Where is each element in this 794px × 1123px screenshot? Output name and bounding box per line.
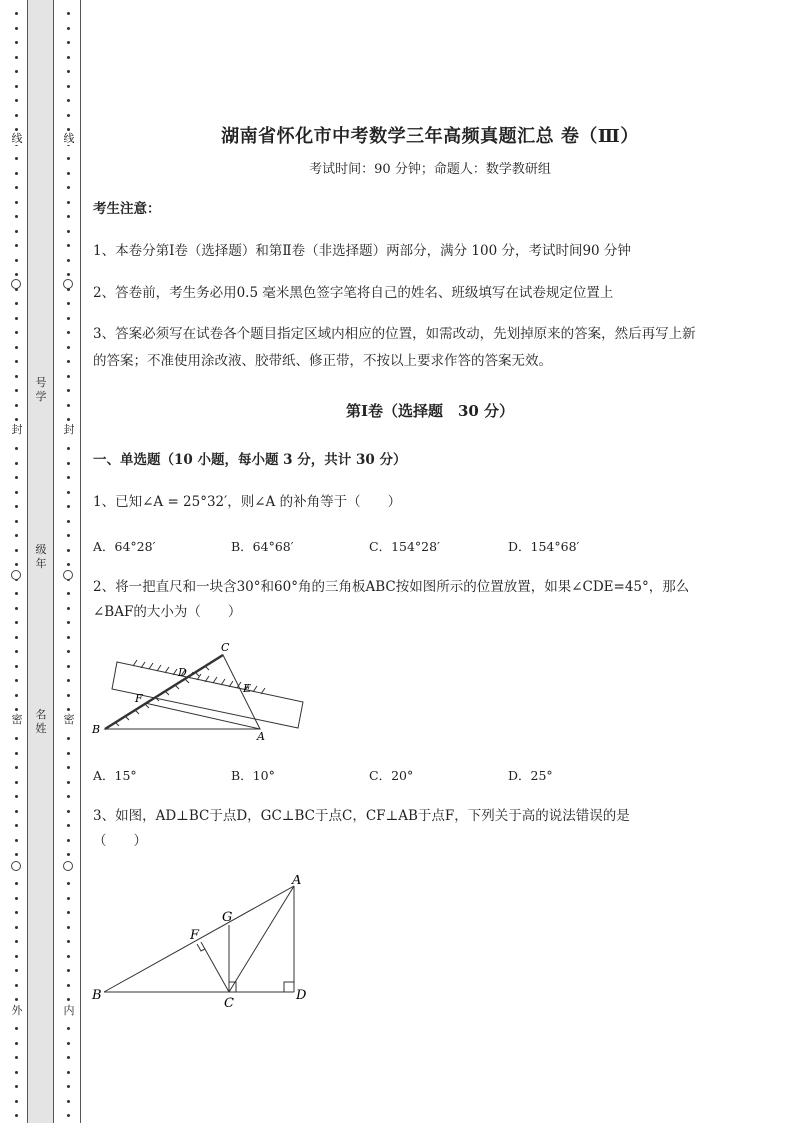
q3-stem-line-2: （ ）: [93, 833, 147, 849]
margin-dot: [67, 853, 70, 856]
q2-option-a: A．15°: [93, 768, 137, 783]
margin-dot: [67, 766, 70, 769]
label-b: B: [92, 723, 101, 736]
outer-ring: [11, 279, 21, 289]
margin-dot: [15, 853, 18, 856]
margin-dot: [67, 795, 70, 798]
margin-dot: [15, 621, 18, 624]
margin-dot: [67, 244, 70, 247]
margin-dot: [67, 911, 70, 914]
outer-mark-wai: 外: [11, 1004, 23, 1017]
margin-dot: [15, 1085, 18, 1088]
margin-dot: [67, 491, 70, 494]
margin-dot: [67, 737, 70, 740]
outer-ring: [11, 861, 21, 871]
inner-ring: [63, 279, 73, 289]
margin-dot: [15, 99, 18, 102]
margin-dot: [15, 911, 18, 914]
margin-dot: [67, 955, 70, 958]
margin-dot: [15, 679, 18, 682]
inner-mark-feng: 封: [63, 423, 75, 436]
outer-ring: [11, 570, 21, 580]
margin-dot: [15, 244, 18, 247]
margin-dot: [67, 969, 70, 972]
margin-dot: [67, 346, 70, 349]
margin-dot: [15, 12, 18, 15]
right-angle-d: [284, 982, 294, 992]
margin-dot: [67, 549, 70, 552]
q1-option-d: D．154°68′: [508, 539, 580, 554]
margin-dot: [67, 447, 70, 450]
label-b: B: [92, 988, 102, 1003]
margin-dot: [67, 621, 70, 624]
margin-dot: [67, 41, 70, 44]
margin-dot: [67, 230, 70, 233]
margin-dot: [67, 592, 70, 595]
q1-option-b: B．64°68′: [231, 539, 294, 554]
margin-dot: [15, 331, 18, 334]
q2-stem-line-1: 2、将一把直尺和一块含30°和60°角的三角板ABC按如图所示的位置放置，如果∠CDE=45°，那么: [93, 579, 690, 595]
label-f: F: [135, 692, 143, 705]
q1-option-c: C．154°28′: [369, 539, 440, 554]
margin-dot: [15, 447, 18, 450]
margin-dot: [67, 1114, 70, 1117]
exam-title: 湖南省怀化市中考数学三年高频真题汇总 卷（Ⅲ）: [221, 126, 639, 147]
label-g: G: [222, 910, 233, 925]
margin-dot: [67, 520, 70, 523]
margin-dot: [15, 186, 18, 189]
margin-dot: [67, 99, 70, 102]
outer-mark-mi: 密: [11, 713, 23, 726]
margin-dot: [15, 128, 18, 131]
margin-dot: [15, 346, 18, 349]
label-e: E: [243, 682, 252, 695]
margin-dot: [15, 404, 18, 407]
margin-dot: [67, 505, 70, 508]
margin-dot: [15, 70, 18, 73]
margin-dot: [15, 926, 18, 929]
margin-dot: [15, 389, 18, 392]
q2-option-c: C．20°: [369, 768, 414, 783]
outer-dot-column: [10, 0, 24, 1123]
q2-stem-line-2: ∠BAF的大小为（ ）: [93, 604, 242, 620]
margin-dot: [15, 505, 18, 508]
margin-dot: [15, 418, 18, 421]
bc-hatch: [115, 666, 209, 726]
margin-dot: [15, 897, 18, 900]
outer-mark-xian: 线: [11, 132, 23, 145]
margin-dot: [67, 882, 70, 885]
margin-dot: [67, 404, 70, 407]
inner-mark-mi: 密: [63, 713, 75, 726]
q2-ruler-triangle-figure: [85, 640, 315, 745]
margin-dot: [67, 476, 70, 479]
notice-item-2: 2、答卷前，考生务必用0.5 毫米黑色签字笔将自己的姓名、班级填写在试卷规定位置上: [93, 285, 614, 301]
q3-stem-line-1: 3、如图，AD⊥BC于点D，GC⊥BC于点C，CF⊥AB于点F，下列关于高的说法错误的是: [93, 808, 630, 824]
margin-dot: [67, 186, 70, 189]
margin-dot: [67, 1100, 70, 1103]
margin-dot: [67, 12, 70, 15]
margin-dot: [67, 360, 70, 363]
margin-dot: [15, 172, 18, 175]
inner-mark-xian: 线: [63, 132, 75, 145]
margin-dot: [67, 56, 70, 59]
margin-dot: [15, 41, 18, 44]
q2-option-b: B．10°: [231, 768, 275, 783]
margin-dot: [67, 752, 70, 755]
margin-dot: [15, 273, 18, 276]
margin-dot: [67, 679, 70, 682]
label-f: F: [190, 928, 200, 943]
notice-item-1: 1、本卷分第Ⅰ卷（选择题）和第Ⅱ卷（非选择题）两部分，满分 100 分，考试时间90 分钟: [93, 243, 631, 259]
label-c: C: [224, 996, 234, 1011]
margin-dot: [67, 128, 70, 131]
inner-ring: [63, 861, 73, 871]
margin-dot: [15, 940, 18, 943]
margin-dot: [15, 259, 18, 262]
margin-dot: [67, 389, 70, 392]
margin-dot: [67, 897, 70, 900]
label-a: A: [292, 875, 302, 888]
margin-dot: [15, 114, 18, 117]
margin-dot: [67, 27, 70, 30]
margin-dot: [15, 201, 18, 204]
margin-dot: [67, 607, 70, 610]
margin-dot: [15, 157, 18, 160]
margin-dot: [15, 56, 18, 59]
notice-item-3-line-1: 3、答案必须写在试卷各个题目指定区域内相应的位置，如需改动，先划掉原来的答案，然后再写上新: [93, 326, 696, 342]
margin-dot: [67, 665, 70, 668]
margin-dot: [67, 694, 70, 697]
margin-dot: [67, 926, 70, 929]
margin-dot: [67, 984, 70, 987]
inner-dot-column: [62, 0, 76, 1123]
margin-dot: [15, 607, 18, 610]
margin-dot: [67, 1056, 70, 1059]
margin-dot: [15, 520, 18, 523]
inner-mark-nei: 内: [63, 1004, 75, 1017]
margin-dot: [15, 636, 18, 639]
notice-item-3-line-2: 的答案；不准使用涂改液、胶带纸、修正带，不按以上要求作答的答案无效。: [93, 353, 552, 369]
margin-dot: [67, 317, 70, 320]
margin-dot: [15, 998, 18, 1001]
strip-left-border: [27, 0, 28, 1123]
margin-dot: [15, 592, 18, 595]
margin-dot: [67, 375, 70, 378]
margin-dot: [67, 331, 70, 334]
margin-dot: [15, 534, 18, 537]
margin-dot: [67, 70, 70, 73]
margin-cut-line: [80, 0, 81, 1123]
margin-dot: [67, 418, 70, 421]
margin-dot: [15, 984, 18, 987]
margin-dot: [67, 302, 70, 305]
margin-dot: [15, 476, 18, 479]
q2-option-d: D．25°: [508, 768, 553, 783]
margin-dot: [15, 752, 18, 755]
label-d: D: [178, 666, 187, 679]
margin-dot: [67, 462, 70, 465]
margin-dot: [67, 1042, 70, 1045]
margin-dot: [67, 273, 70, 276]
side-ca: [229, 886, 294, 992]
margin-dot: [15, 215, 18, 218]
margin-dot: [15, 708, 18, 711]
margin-dot: [67, 810, 70, 813]
margin-dot: [15, 302, 18, 305]
segment-cf: [201, 942, 229, 992]
margin-dot: [67, 1085, 70, 1088]
margin-dot: [15, 1100, 18, 1103]
margin-dot: [15, 795, 18, 798]
margin-dot: [67, 636, 70, 639]
margin-dot: [15, 85, 18, 88]
margin-dot: [15, 650, 18, 653]
margin-dot: [15, 1114, 18, 1117]
margin-dot: [67, 824, 70, 827]
margin-dot: [67, 114, 70, 117]
margin-dot: [67, 259, 70, 262]
margin-dot: [15, 1042, 18, 1045]
label-a: A: [257, 730, 265, 743]
margin-dot: [15, 230, 18, 233]
margin-dot: [67, 85, 70, 88]
margin-dot: [67, 940, 70, 943]
margin-dot: [15, 27, 18, 30]
field-grade: 级 年: [35, 543, 47, 570]
field-student-number: 号 学: [35, 376, 47, 403]
notice-heading: 考生注意：: [93, 201, 161, 217]
margin-dot: [15, 360, 18, 363]
margin-dot: [67, 201, 70, 204]
q1-stem: 1、已知∠A = 25°32′，则∠A 的补角等于（ ）: [93, 494, 402, 510]
margin-dot: [67, 1071, 70, 1074]
q3-altitudes-figure: [88, 875, 318, 1015]
margin-dot: [67, 998, 70, 1001]
margin-dot: [15, 839, 18, 842]
margin-dot: [15, 317, 18, 320]
margin-dot: [67, 563, 70, 566]
binding-margin: [0, 0, 82, 1123]
margin-dot: [15, 781, 18, 784]
margin-dot: [15, 549, 18, 552]
label-c: C: [221, 641, 230, 654]
margin-dot: [15, 969, 18, 972]
margin-dot: [15, 563, 18, 566]
margin-dot: [67, 215, 70, 218]
margin-dot: [67, 1027, 70, 1030]
margin-dot: [67, 534, 70, 537]
margin-dot: [15, 1056, 18, 1059]
strip-right-border: [53, 0, 54, 1123]
margin-dot: [15, 665, 18, 668]
margin-dot: [67, 708, 70, 711]
margin-dot: [15, 1071, 18, 1074]
field-name: 名 姓: [35, 708, 47, 735]
exam-subtitle: 考试时间：90 分钟；命题人：数学教研组: [309, 162, 551, 177]
margin-dot: [15, 882, 18, 885]
margin-dot: [15, 1027, 18, 1030]
label-d: D: [296, 988, 307, 1003]
margin-dot: [15, 766, 18, 769]
margin-dot: [67, 157, 70, 160]
margin-dot: [15, 810, 18, 813]
margin-dot: [15, 694, 18, 697]
margin-dot: [15, 955, 18, 958]
q1-option-a: A．64°28′: [93, 539, 156, 554]
margin-dot: [15, 737, 18, 740]
margin-dot: [15, 491, 18, 494]
margin-dot: [67, 781, 70, 784]
margin-dot: [15, 462, 18, 465]
margin-dot: [15, 824, 18, 827]
margin-dot: [15, 375, 18, 378]
inner-ring: [63, 570, 73, 580]
margin-dot: [67, 839, 70, 842]
part1-title: 第Ⅰ卷（选择题 30 分）: [345, 402, 515, 420]
section-single-choice: 一、单选题（10 小题，每小题 3 分，共计 30 分）: [93, 452, 407, 468]
margin-dot: [67, 172, 70, 175]
margin-dot: [67, 650, 70, 653]
outer-mark-feng: 封: [11, 423, 23, 436]
